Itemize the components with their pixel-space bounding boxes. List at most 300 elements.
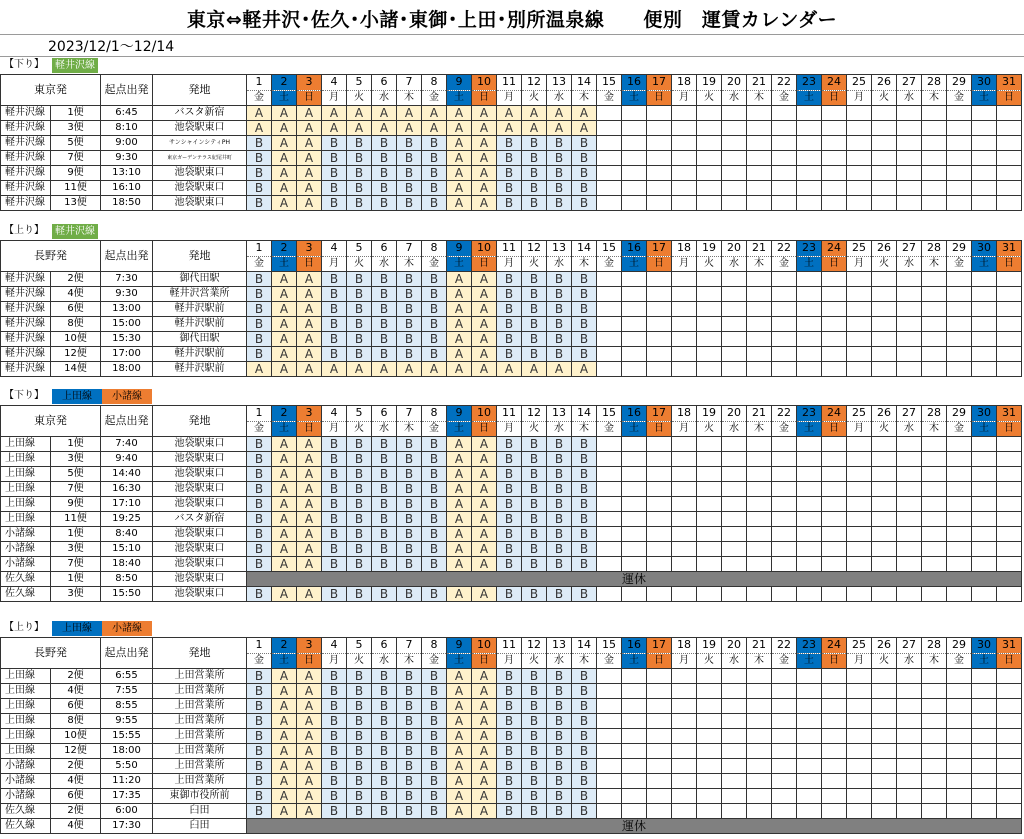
empty-cell — [947, 684, 972, 699]
fare-cell: A — [297, 437, 322, 452]
empty-cell — [822, 729, 847, 744]
weekday: 木 — [572, 653, 597, 669]
empty-cell — [722, 557, 747, 572]
empty-cell — [947, 287, 972, 302]
fare-cell: B — [497, 317, 522, 332]
empty-cell — [997, 151, 1022, 166]
depart-stop: 上田営業所 — [153, 684, 247, 699]
table-row — [1, 317, 1022, 332]
table-row — [1, 512, 1022, 527]
fare-cell: B — [347, 437, 372, 452]
fare-cell: A — [472, 804, 497, 819]
fare-cell: B — [422, 699, 447, 714]
fare-cell: B — [397, 136, 422, 151]
day-number: 20 — [722, 241, 747, 257]
start-time: 16:10 — [101, 181, 153, 196]
fare-cell: B — [497, 136, 522, 151]
fare-cell: B — [497, 759, 522, 774]
empty-cell — [747, 804, 772, 819]
empty-cell — [672, 699, 697, 714]
fare-cell: B — [422, 789, 447, 804]
fare-cell: A — [297, 714, 322, 729]
fare-cell: B — [372, 714, 397, 729]
fare-cell: B — [572, 587, 597, 602]
fare-cell: A — [272, 332, 297, 347]
fare-cell: B — [347, 669, 372, 684]
empty-cell — [872, 482, 897, 497]
day-number: 31 — [997, 75, 1022, 91]
empty-cell — [897, 789, 922, 804]
day-number: 9 — [447, 406, 472, 422]
empty-cell — [797, 774, 822, 789]
fare-cell: A — [372, 121, 397, 136]
table-row — [1, 467, 1022, 482]
empty-cell — [947, 317, 972, 332]
empty-cell — [997, 557, 1022, 572]
fare-cell: B — [347, 332, 372, 347]
empty-cell — [947, 332, 972, 347]
trip-number: 8便 — [51, 714, 101, 729]
start-time: 5:50 — [101, 759, 153, 774]
empty-cell — [622, 166, 647, 181]
fare-cell: A — [447, 497, 472, 512]
empty-cell — [647, 744, 672, 759]
day-number: 16 — [622, 75, 647, 91]
weekday: 水 — [372, 421, 397, 437]
fare-cell: B — [322, 714, 347, 729]
fare-cell: B — [572, 774, 597, 789]
empty-cell — [672, 684, 697, 699]
fare-cell: B — [572, 196, 597, 211]
depart-stop: 池袋駅東口 — [153, 437, 247, 452]
fare-cell: B — [497, 684, 522, 699]
empty-cell — [672, 512, 697, 527]
empty-cell — [947, 166, 972, 181]
day-number: 21 — [747, 75, 772, 91]
fare-cell: B — [347, 789, 372, 804]
start-time: 8:50 — [101, 572, 153, 587]
table-row — [1, 437, 1022, 452]
empty-cell — [697, 557, 722, 572]
empty-cell — [997, 121, 1022, 136]
weekday: 土 — [447, 256, 472, 272]
table-row — [1, 347, 1022, 362]
fare-cell: A — [272, 684, 297, 699]
day-number: 9 — [447, 638, 472, 654]
empty-cell — [697, 332, 722, 347]
fare-cell: A — [447, 317, 472, 332]
empty-cell — [947, 497, 972, 512]
route-name: 上田線 — [1, 684, 51, 699]
fare-cell: B — [397, 557, 422, 572]
fare-cell: A — [447, 744, 472, 759]
fare-cell: A — [297, 467, 322, 482]
day-number: 16 — [622, 406, 647, 422]
fare-cell: B — [247, 669, 272, 684]
direction-label: 【上り】 — [4, 622, 44, 633]
empty-cell — [697, 437, 722, 452]
fare-cell: A — [447, 437, 472, 452]
empty-cell — [772, 482, 797, 497]
empty-cell — [822, 106, 847, 121]
depart-stop: 軽井沢駅前 — [153, 302, 247, 317]
empty-cell — [847, 744, 872, 759]
fare-cell: B — [397, 729, 422, 744]
depart-stop: 軽井沢駅前 — [153, 317, 247, 332]
weekday: 月 — [847, 421, 872, 437]
fare-cell: B — [372, 332, 397, 347]
empty-cell — [947, 437, 972, 452]
day-number: 10 — [472, 241, 497, 257]
empty-cell — [922, 317, 947, 332]
fare-cell: A — [472, 467, 497, 482]
start-time: 9:00 — [101, 136, 153, 151]
empty-cell — [697, 181, 722, 196]
empty-cell — [997, 804, 1022, 819]
fare-cell: B — [322, 557, 347, 572]
empty-cell — [872, 512, 897, 527]
fare-cell: B — [572, 287, 597, 302]
empty-cell — [922, 121, 947, 136]
empty-cell — [622, 699, 647, 714]
fare-cell: B — [372, 744, 397, 759]
empty-cell — [847, 106, 872, 121]
fare-cell: B — [347, 744, 372, 759]
empty-cell — [772, 106, 797, 121]
fare-cell: A — [297, 452, 322, 467]
fare-cell: A — [297, 272, 322, 287]
empty-cell — [847, 804, 872, 819]
weekday: 金 — [772, 256, 797, 272]
weekday: 日 — [822, 653, 847, 669]
fare-cell: B — [522, 317, 547, 332]
day-number: 30 — [972, 638, 997, 654]
empty-cell — [897, 452, 922, 467]
empty-cell — [847, 512, 872, 527]
fare-cell: A — [247, 362, 272, 377]
empty-cell — [922, 497, 947, 512]
depart-stop: 池袋駅東口 — [153, 482, 247, 497]
empty-cell — [622, 151, 647, 166]
empty-cell — [972, 542, 997, 557]
empty-cell — [697, 669, 722, 684]
fare-cell: B — [422, 729, 447, 744]
page-title: 東京⇔軽井沢･佐久･小諸･東御･上田･別所温泉線 便別 運賃カレンダー — [186, 9, 838, 31]
fare-cell: B — [372, 317, 397, 332]
empty-cell — [972, 362, 997, 377]
empty-cell — [747, 684, 772, 699]
empty-cell — [647, 452, 672, 467]
fare-cell: A — [572, 121, 597, 136]
route-name: 小諸線 — [1, 557, 51, 572]
fare-cell: B — [547, 557, 572, 572]
fare-cell: B — [397, 527, 422, 542]
fare-cell: B — [347, 136, 372, 151]
empty-cell — [947, 729, 972, 744]
weekday: 金 — [947, 90, 972, 106]
fare-cell: A — [297, 699, 322, 714]
empty-cell — [847, 774, 872, 789]
weekday: 木 — [572, 256, 597, 272]
fare-cell: A — [297, 729, 322, 744]
fare-cell: B — [372, 804, 397, 819]
fare-cell: A — [297, 302, 322, 317]
fare-cell: B — [372, 302, 397, 317]
empty-cell — [847, 302, 872, 317]
fare-cell: A — [297, 512, 322, 527]
fare-cell: A — [272, 302, 297, 317]
fare-cell: B — [372, 467, 397, 482]
empty-cell — [797, 347, 822, 362]
empty-cell — [772, 684, 797, 699]
fare-cell: A — [472, 302, 497, 317]
empty-cell — [872, 362, 897, 377]
empty-cell — [947, 789, 972, 804]
day-number: 31 — [997, 241, 1022, 257]
fare-cell: B — [397, 482, 422, 497]
fare-cell: B — [397, 684, 422, 699]
route-name: 上田線 — [1, 467, 51, 482]
empty-cell — [697, 452, 722, 467]
weekday: 金 — [597, 90, 622, 106]
empty-cell — [872, 302, 897, 317]
fare-cell: A — [522, 362, 547, 377]
day-number: 9 — [447, 241, 472, 257]
fare-cell: B — [522, 437, 547, 452]
empty-cell — [872, 121, 897, 136]
weekday: 金 — [247, 90, 272, 106]
route-name: 佐久線 — [1, 804, 51, 819]
empty-cell — [597, 684, 622, 699]
fare-cell: B — [422, 196, 447, 211]
start-time: 14:40 — [101, 467, 153, 482]
empty-cell — [997, 729, 1022, 744]
fare-cell: B — [347, 196, 372, 211]
fare-cell: A — [297, 166, 322, 181]
fare-cell: A — [297, 527, 322, 542]
depart-stop: 上田営業所 — [153, 729, 247, 744]
empty-cell — [797, 789, 822, 804]
fare-cell: B — [347, 452, 372, 467]
start-time: 6:45 — [101, 106, 153, 121]
fare-cell: B — [322, 684, 347, 699]
fare-cell: B — [547, 332, 572, 347]
weekday: 木 — [397, 90, 422, 106]
day-number: 1 — [247, 75, 272, 91]
empty-cell — [722, 272, 747, 287]
fare-cell: A — [272, 196, 297, 211]
empty-cell — [822, 347, 847, 362]
day-number: 13 — [547, 406, 572, 422]
weekday: 水 — [722, 421, 747, 437]
fare-cell: B — [522, 729, 547, 744]
start-time: 8:10 — [101, 121, 153, 136]
empty-cell — [872, 106, 897, 121]
fare-cell: B — [422, 527, 447, 542]
weekday: 土 — [272, 256, 297, 272]
day-number: 27 — [897, 75, 922, 91]
weekday: 金 — [422, 256, 447, 272]
table-row — [1, 527, 1022, 542]
empty-cell — [922, 557, 947, 572]
fare-cell: B — [422, 482, 447, 497]
empty-cell — [947, 121, 972, 136]
fare-cell: B — [522, 789, 547, 804]
fare-cell: B — [397, 542, 422, 557]
weekday: 土 — [972, 421, 997, 437]
line-tag: 上田線 — [52, 621, 102, 636]
fare-cell: A — [447, 287, 472, 302]
fare-cell: B — [247, 437, 272, 452]
empty-cell — [672, 287, 697, 302]
weekday: 木 — [397, 653, 422, 669]
empty-cell — [672, 166, 697, 181]
empty-cell — [747, 181, 772, 196]
fare-cell: A — [472, 332, 497, 347]
depart-stop: 池袋駅東口 — [153, 557, 247, 572]
fare-cell: A — [472, 557, 497, 572]
empty-cell — [947, 452, 972, 467]
empty-cell — [622, 452, 647, 467]
fare-cell: A — [472, 527, 497, 542]
day-number: 26 — [872, 638, 897, 654]
day-number: 17 — [647, 75, 672, 91]
empty-cell — [622, 272, 647, 287]
date-range: 2023/12/1～12/14 — [48, 39, 175, 55]
fare-cell: B — [547, 774, 572, 789]
fare-cell: B — [347, 287, 372, 302]
empty-cell — [872, 557, 897, 572]
weekday: 水 — [722, 653, 747, 669]
line-tag: 軽井沢線 — [52, 224, 98, 239]
fare-cell: B — [422, 136, 447, 151]
empty-cell — [772, 332, 797, 347]
empty-cell — [822, 684, 847, 699]
table-row — [1, 669, 1022, 684]
empty-cell — [697, 804, 722, 819]
empty-cell — [897, 729, 922, 744]
depart-stop: 軽井沢駅前 — [153, 362, 247, 377]
empty-cell — [872, 774, 897, 789]
empty-cell — [772, 317, 797, 332]
weekday: 火 — [697, 421, 722, 437]
empty-cell — [897, 527, 922, 542]
weekday: 金 — [422, 653, 447, 669]
empty-cell — [597, 347, 622, 362]
fare-cell: B — [397, 774, 422, 789]
weekday: 日 — [297, 421, 322, 437]
empty-cell — [872, 181, 897, 196]
empty-cell — [822, 332, 847, 347]
fare-cell: A — [297, 362, 322, 377]
fare-cell: B — [572, 317, 597, 332]
fare-cell: B — [422, 587, 447, 602]
fare-cell: B — [547, 497, 572, 512]
empty-cell — [672, 759, 697, 774]
fare-cell: B — [522, 669, 547, 684]
weekday: 金 — [247, 256, 272, 272]
empty-cell — [722, 527, 747, 542]
fare-cell: B — [347, 759, 372, 774]
fare-cell: A — [272, 557, 297, 572]
fare-cell: B — [397, 332, 422, 347]
weekday: 土 — [272, 653, 297, 669]
fare-cell: B — [497, 699, 522, 714]
day-number: 22 — [772, 241, 797, 257]
weekday: 水 — [897, 421, 922, 437]
fare-cell: B — [247, 332, 272, 347]
empty-cell — [922, 669, 947, 684]
fare-cell: B — [497, 302, 522, 317]
weekday: 木 — [397, 256, 422, 272]
weekday: 日 — [297, 256, 322, 272]
fare-cell: B — [247, 587, 272, 602]
empty-cell — [847, 181, 872, 196]
depart-stop: 東御市役所前 — [153, 789, 247, 804]
fare-cell: A — [447, 789, 472, 804]
empty-cell — [747, 482, 772, 497]
fare-cell: A — [297, 121, 322, 136]
empty-cell — [672, 804, 697, 819]
empty-cell — [597, 272, 622, 287]
empty-cell — [872, 744, 897, 759]
fare-cell: A — [447, 136, 472, 151]
table-row — [1, 587, 1022, 602]
empty-cell — [647, 136, 672, 151]
depart-stop: 池袋駅東口 — [153, 452, 247, 467]
fare-cell: A — [272, 527, 297, 542]
start-time: 17:30 — [101, 819, 153, 834]
empty-cell — [597, 759, 622, 774]
start-time: 9:30 — [101, 287, 153, 302]
empty-cell — [722, 512, 747, 527]
fare-cell: B — [522, 699, 547, 714]
empty-cell — [622, 332, 647, 347]
fare-cell: B — [422, 684, 447, 699]
weekday: 月 — [672, 421, 697, 437]
empty-cell — [822, 467, 847, 482]
fare-cell: B — [372, 151, 397, 166]
depart-stop: 池袋駅東口 — [153, 497, 247, 512]
fare-cell: B — [247, 302, 272, 317]
empty-cell — [822, 789, 847, 804]
depart-stop: 上田営業所 — [153, 714, 247, 729]
day-number: 20 — [722, 406, 747, 422]
empty-cell — [597, 136, 622, 151]
fare-cell: B — [522, 151, 547, 166]
direction-label: 【下り】 — [4, 59, 44, 70]
empty-cell — [872, 151, 897, 166]
empty-cell — [897, 512, 922, 527]
fare-cell: B — [322, 181, 347, 196]
fare-cell: A — [447, 151, 472, 166]
depart-stop: 池袋駅東口 — [153, 181, 247, 196]
empty-cell — [722, 789, 747, 804]
empty-cell — [922, 166, 947, 181]
fare-cell: A — [247, 121, 272, 136]
route-name: 佐久線 — [1, 587, 51, 602]
fare-cell: A — [472, 452, 497, 467]
empty-cell — [597, 437, 622, 452]
fare-cell: A — [472, 542, 497, 557]
fare-cell: B — [347, 542, 372, 557]
day-number: 2 — [272, 75, 297, 91]
empty-cell — [622, 467, 647, 482]
fare-cell: A — [297, 106, 322, 121]
empty-cell — [747, 759, 772, 774]
empty-cell — [622, 482, 647, 497]
start-time: 19:25 — [101, 512, 153, 527]
